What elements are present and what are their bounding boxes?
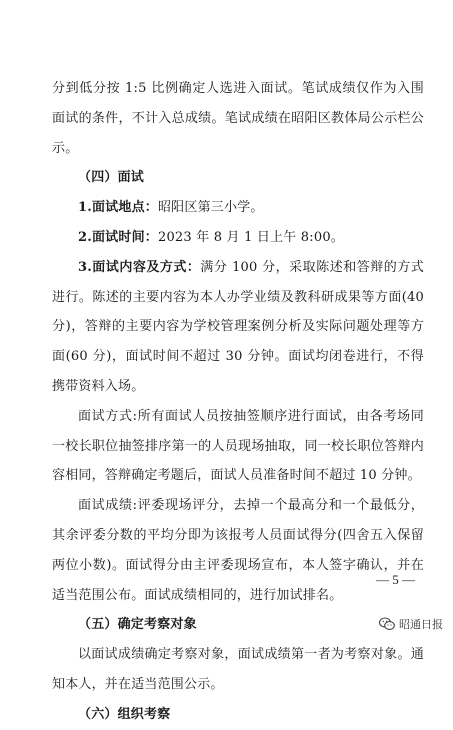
item-text: 2023 年 8 月 1 日上午 8:00。 xyxy=(157,229,344,245)
document-body xyxy=(52,74,424,730)
item-interview-location xyxy=(52,193,424,223)
paragraph-written-exam: 分到低分按 1:5 比例确定人选进入面试。笔试成绩仅作为入围面试的条件，不计入总成绩。笔试成绩在昭阳区教体局公示栏公示。 xyxy=(52,81,424,156)
item-text: 昭阳区第三小学。 xyxy=(157,200,264,216)
section-heading-inspection: （六）组织考察 xyxy=(78,706,171,722)
wechat-icon xyxy=(379,617,395,631)
section-heading-interview: （四）面试 xyxy=(78,170,145,186)
paragraph-interview-method: 面试方式:所有面试人员按抽签顺序进行面试，由各考场同一校长职位抽签排序第一的人员现场抽取，同一校长职位答辩内容相同，答辩确定考题后，面试人员准备时间不超过 10 分钟。 xyxy=(52,408,424,484)
item-label: 1.面试地点： xyxy=(78,200,158,216)
section-heading-candidates: （五）确定考察对象 xyxy=(78,617,197,633)
item-text: 满分 100 分，采取陈述和答辩的方式进行。陈述的主要内容为本人办学业绩及教科研成果等方面(40分)，答辩的主要内容为学校管理案例分析及实际问题处理等方面(60 分)，面试时间不超过 30 分钟。面试均闭卷进行，不得携带资料入场。 xyxy=(52,259,424,394)
watermark-text: 昭通日报 xyxy=(399,618,443,631)
watermark xyxy=(379,616,443,632)
paragraph-candidates: 以面试成绩确定考察对象，面试成绩第一者为考察对象。通知本人，并在适当范围公示。 xyxy=(52,647,424,692)
item-interview-content xyxy=(52,253,424,402)
item-label: 3.面试内容及方式： xyxy=(78,259,201,275)
item-interview-time xyxy=(52,223,424,253)
page-number: — 5 — xyxy=(376,572,415,587)
paragraph-interview-score: 面试成绩:评委现场评分，去掉一个最高分和一个最低分，其余评委分数的平均分即为该报考人员面试得分(四舍五入保留两位小数)。面试得分由主评委现场宣布，本人签字确认，并在适当范围公布。面试成绩相同的，进行加试排名。 xyxy=(52,498,424,603)
item-label: 2.面试时间： xyxy=(78,229,158,245)
